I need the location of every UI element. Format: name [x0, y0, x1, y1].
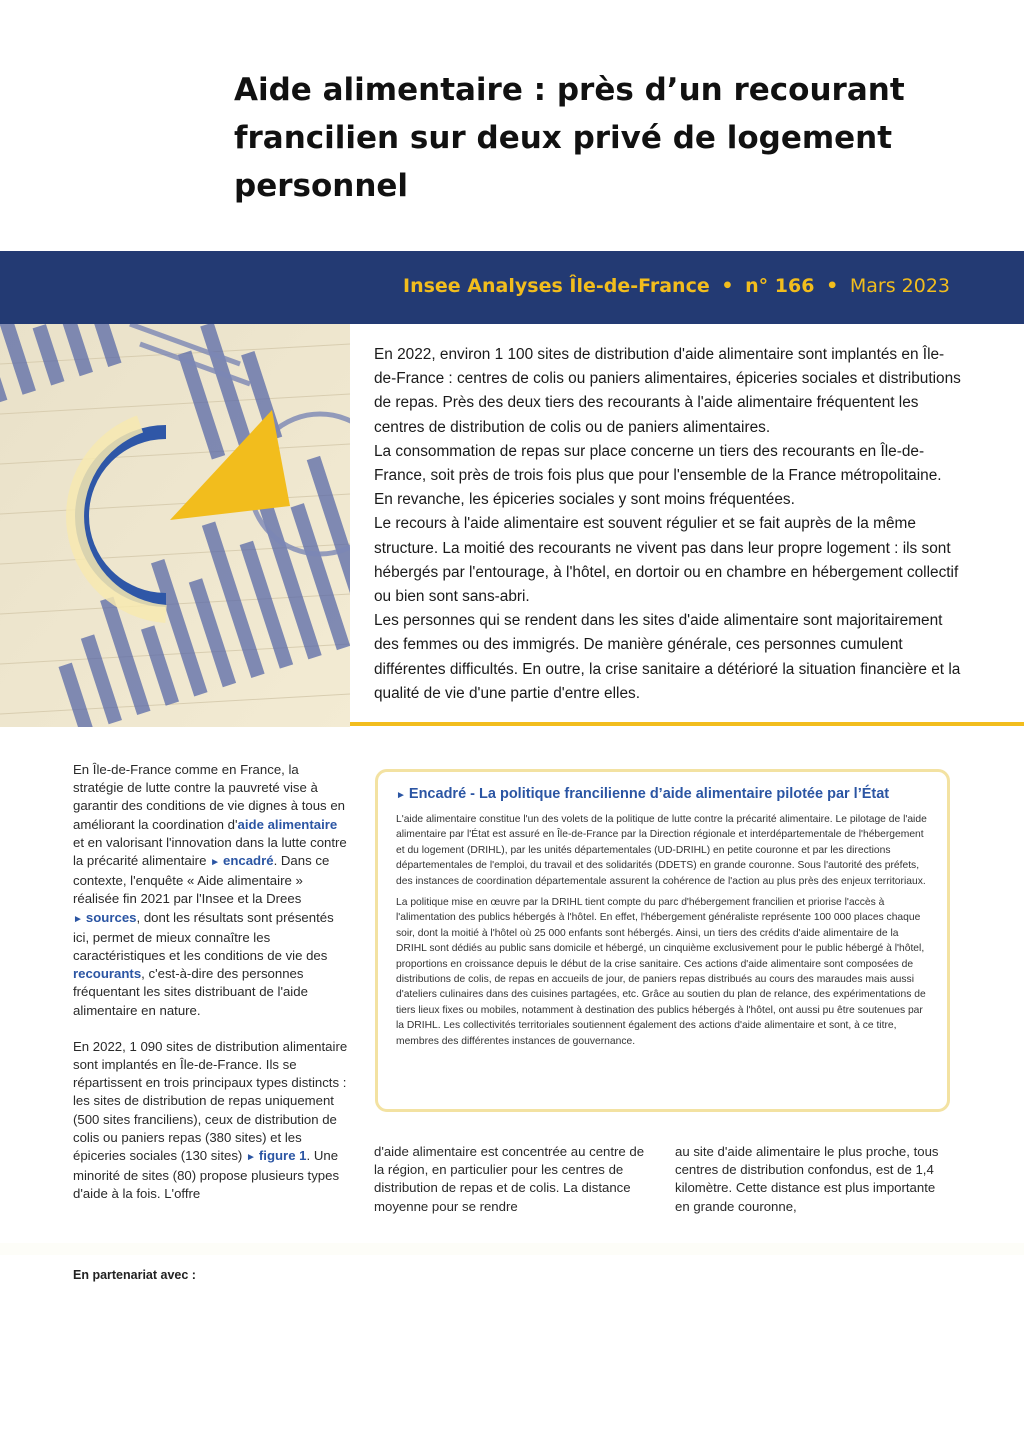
- sources-link[interactable]: [73, 910, 137, 925]
- text: , c'est-à-dire des personnes fréquentant les sites distribuant de l'aide alimentaire en nature.: [73, 966, 308, 1018]
- encadre-box: [375, 769, 950, 1112]
- intro-paragraph: [73, 761, 349, 1020]
- summary-paragraph: La consommation de repas sur place concerne un tiers des recourants en Île-de-France, soit près de trois fois plus que pour l'ensemble de la France métropolitaine. En revanche, les épiceries sociales y sont moins fréquentées.: [374, 442, 942, 509]
- summary-paragraph: Les personnes qui se rendent dans les sites d'aide alimentaire sont majoritairement des femmes ou des immigrés. De manière générale, ces personnes cumulent différentes difficultés. En outre, la crise sanitaire a détérioré la situation financière et la qualité de vie d'une partie d'entre elles.: [374, 612, 961, 702]
- arrow-right-icon: ►: [73, 913, 83, 925]
- issue-number: n° 166: [745, 275, 815, 297]
- arrow-right-icon: ►: [396, 790, 406, 801]
- issue-date: Mars 2023: [849, 275, 950, 297]
- hero-illustration: [0, 324, 350, 727]
- summary-divider: [350, 722, 1024, 726]
- text: , dont les résultats sont présentés ici, permet de mieux connaître les caractéristiques et les conditions de vie des: [73, 909, 334, 964]
- text: et en valorisant l'innovation dans la lutte contre la précarité alimentaire: [73, 834, 347, 869]
- left-column: [73, 761, 349, 1222]
- publication-name: Insee Analyses Île-de-France: [403, 275, 710, 297]
- recourants-link[interactable]: recourants: [73, 966, 142, 982]
- encadre-title: [396, 786, 929, 802]
- text: En Île-de-France comme en France, la stratégie de lutte contre la pauvreté vise à garantir des conditions de vie dignes à tous en améliorant la coordination d': [73, 762, 345, 832]
- body-paragraph: au site d'aide alimentaire le plus proche, tous centres de distribution confondus, est de 1,4 kilomètre. Cette distance est plus importante en grande couronne,: [675, 1144, 939, 1214]
- sites-paragraph: [73, 1038, 349, 1204]
- arrow-right-icon: ►: [210, 857, 220, 869]
- middle-column: [374, 1143, 649, 1234]
- summary-paragraph: En 2022, environ 1 100 sites de distribution d'aide alimentaire sont implantés en Île-de-France : centres de colis ou paniers alimentaires, épiceries sociales et distributions de repas. Près des deux tiers des recourants à l'aide alimentaire fréquentent les centres de distribution de colis ou de paniers alimentaires.: [374, 346, 961, 436]
- summary-paragraph: Le recours à l'aide alimentaire est souvent régulier et se fait auprès de la même structure. La moitié des recourants ne vivent pas dans leur propre logement : ils sont hébergés par l'entourage, à l'hôtel, en dortoir ou en chambre en hébergement collectif ou bien sont sans-abri.: [374, 515, 959, 606]
- encadre-paragraph: L'aide alimentaire constitue l'un des volets de la politique de lutte contre la précarité alimentaire. Le pilotage de l'aide alimentaire par l'État est assuré en Île-de-France par la Direction régionale et interdépartementale de l'hébergement et du logement (DRIHL), par les unités départementales (UD-DRIHL) en petite couronne et par les directions départementales de l'emploi, du travail et des solidarités (DDETS) en grande couronne. Sous l'autorité des préfets, des instances de coordination départementale assurent la cohérence de l'action au plus près des enjeux territoriaux.: [396, 814, 927, 887]
- financial-charts-photo: [0, 324, 350, 727]
- link-label: sources: [85, 909, 137, 925]
- encadre-paragraph: La politique mise en œuvre par la DRIHL tient compte du parc d'hébergement francilien et priorise l'accès à l'alimentation des publics hébergés à l'hôtel. En effet, l'hébergement généraliste représente 100 000 places chaque soir, dont la moitié à l'hôtel où 25 000 enfants sont hébergés. Ainsi, un tiers des crédits d'aide alimentaire de la DRIHL sont dédiés au public sans domicile et hébergé, un cinquième exclusivement pour le public hébergé à l'hôtel, proportions en croissance depuis le début de la crise sanitaire. Ces actions d'aide alimentaire sont composées de distributions de colis, de repas en accueils de jour, de paniers repas distribués au cours des maraudes mais aussi d'ateliers culinaires dans des cuisines partagées, etc. Grâce au soutien du plan de relance, des expérimentations de tiers lieux fixes ou mobiles, notamment à destination des publics hébergés à l'hôtel, ont aussi pu être soutenues par la DRIHL. Les collectivités territoriales soutiennent également des actions d'aide alimentaire et sont, à ce titre, membres des différentes instances de gouvernance.: [396, 897, 926, 1047]
- publication-banner: [0, 251, 1024, 324]
- separator: •: [826, 275, 839, 297]
- page-title: Aide alimentaire : près d’un recourant francilien sur deux privé de logement personnel: [234, 72, 905, 204]
- separator: •: [721, 275, 734, 297]
- right-column: [675, 1143, 940, 1234]
- text: . Dans ce contexte, l'enquête « Aide alimentaire » réalisée fin 2021 par l'Insee et la Drees: [73, 853, 330, 907]
- summary-text: [374, 343, 964, 706]
- encadre-link[interactable]: [210, 853, 274, 868]
- encadre-title-text: Encadré - La politique francilienne d’aide alimentaire pilotée par l’État: [408, 786, 890, 802]
- arrow-right-icon: ►: [245, 1152, 256, 1164]
- aide-alimentaire-link[interactable]: aide alimentaire: [237, 816, 338, 832]
- footer-band: [0, 1243, 1024, 1255]
- text: En 2022, 1 090 sites de distribution alimentaire sont implantés en Île-de-France. Ils se répartissent en trois principaux types distincts : les sites de distribution de repas uniquement (500 sites franciliens), ceux de distribution de colis ou paniers repas (380 sites) et les épiceries sociales (130 sites): [73, 1038, 348, 1164]
- text: . Une minorité de sites (80) propose plusieurs types d'aide à la fois. L'offre: [73, 1148, 340, 1202]
- publication-info: [403, 275, 950, 297]
- link-label: figure 1: [258, 1148, 307, 1164]
- figure-1-link[interactable]: [246, 1148, 307, 1163]
- link-label: encadré: [222, 853, 274, 869]
- body-paragraph: d'aide alimentaire est concentrée au centre de la région, en particulier pour les centres de distribution de repas et de colis. La distance moyenne pour se rendre: [374, 1144, 645, 1214]
- partner-label: En partenariat avec :: [73, 1268, 196, 1282]
